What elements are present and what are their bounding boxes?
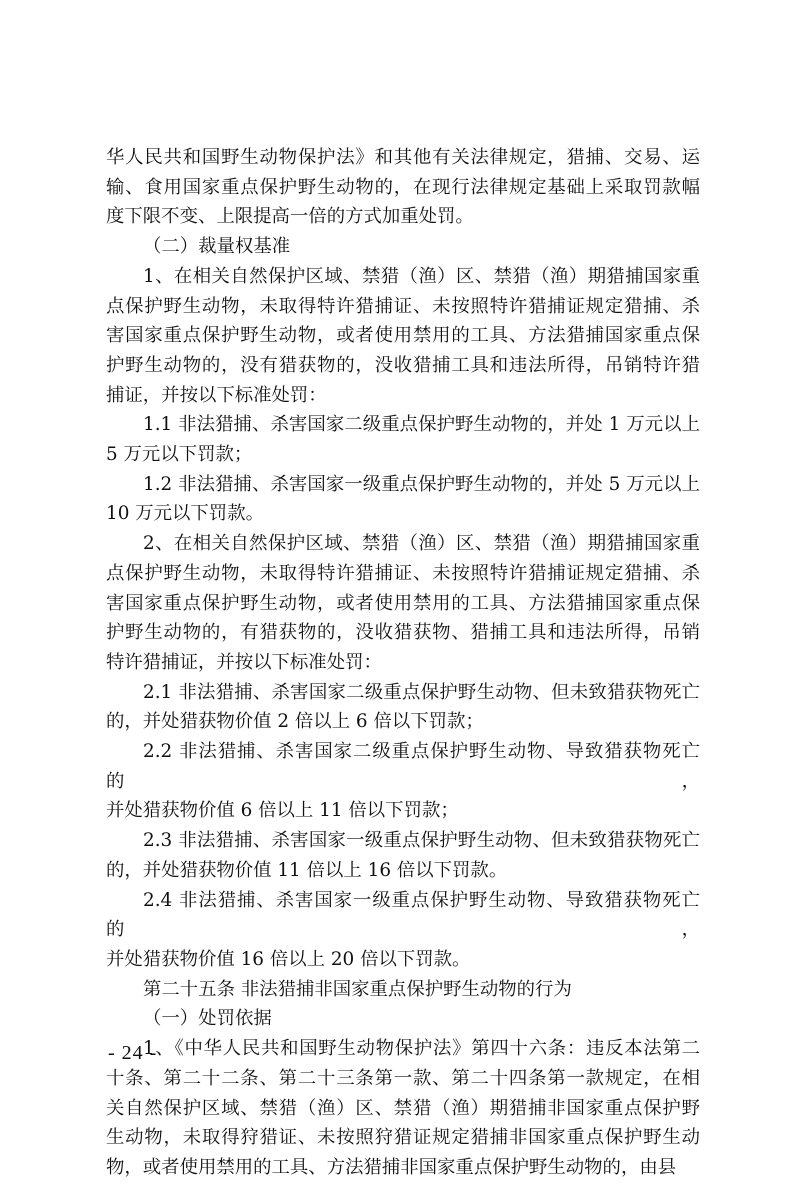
paragraph-line: 华人民共和国野生动物保护法》和其他有关法律规定，猎捕、交易、运 <box>106 147 700 168</box>
document-body <box>106 143 700 1183</box>
paragraph-line: 害国家重点保护野生动物，或者使用禁用的工具、方法猎捕国家重点保 <box>106 325 700 347</box>
paragraph-line: 2.1 非法猎捕、杀害国家二级重点保护野生动物、但未致猎获物死亡 <box>143 681 700 703</box>
paragraph-line: 10 万元以下罚款。 <box>106 503 264 525</box>
paragraph-line: 2.4 非法猎捕、杀害国家一级重点保护野生动物、导致猎获物死亡的， <box>106 889 700 941</box>
paragraph-line: 害国家重点保护野生动物，或者使用禁用的工具、方法猎捕国家重点保 <box>106 592 700 614</box>
paragraph-line: 点保护野生动物，未取得特许猎捕证、未按照特许猎捕证规定猎捕、杀 <box>106 562 700 584</box>
paragraph-line: （一）处罚依据 <box>143 1008 272 1030</box>
paragraph-line: 并处猎获物价值 6 倍以上 11 倍以下罚款； <box>106 800 459 822</box>
page-number: - 24 - <box>108 1042 158 1064</box>
paragraph-line: 的，并处猎获物价值 11 倍以上 16 倍以下罚款。 <box>106 859 508 881</box>
paragraph-line: 捕证，并按以下标准处罚： <box>106 384 327 406</box>
paragraph-line: 1、在相关自然保护区域、禁猎（渔）区、禁猎（渔）期猎捕国家重 <box>143 265 700 287</box>
paragraph-line: 第二十五条 非法猎捕非国家重点保护野生动物的行为 <box>143 978 572 1000</box>
paragraph-line: 5 万元以下罚款； <box>106 444 253 466</box>
paragraph-line: 1.2 非法猎捕、杀害国家一级重点保护野生动物的，并处 5 万元以上 <box>143 473 700 495</box>
paragraph-line: 关自然保护区域、禁猎（渔）区、禁猎（渔）期猎捕非国家重点保护野 <box>106 1097 700 1119</box>
paragraph-line: 并处猎获物价值 16 倍以上 20 倍以下罚款。 <box>106 948 471 970</box>
paragraph-line: 护野生动物的，有猎获物的，没收猎获物、猎捕工具和违法所得，吊销 <box>106 622 700 644</box>
paragraph-line: 生动物，未取得狩猎证、未按照狩猎证规定猎捕非国家重点保护野生动 <box>106 1127 700 1149</box>
paragraph-line: 1.1 非法猎捕、杀害国家二级重点保护野生动物的，并处 1 万元以上 <box>143 414 700 436</box>
paragraph-line: 度下限不变、上限提高一倍的方式加重处罚。 <box>106 206 474 228</box>
paragraph-line: 2.2 非法猎捕、杀害国家二级重点保护野生动物、导致猎获物死亡的， <box>106 741 700 792</box>
paragraph-line: 2、在相关自然保护区域、禁猎（渔）区、禁猎（渔）期猎捕国家重 <box>143 533 700 555</box>
paragraph-line: 十条、第二十二条、第二十三条第一款、第二十四条第一款规定，在相 <box>106 1067 700 1089</box>
paragraph-line: 2.3 非法猎捕、杀害国家一级重点保护野生动物、但未致猎获物死亡 <box>143 830 700 852</box>
paragraph-line: 的，并处猎获物价值 2 倍以上 6 倍以下罚款； <box>106 711 484 733</box>
paragraph-line: 输、食用国家重点保护野生动物的，在现行法律规定基础上采取罚款幅 <box>106 176 700 198</box>
paragraph-line: 1、《中华人民共和国野生动物保护法》第四十六条：违反本法第二 <box>143 1038 700 1060</box>
paragraph-line: （二）裁量权基准 <box>143 236 291 258</box>
paragraph-line: 物，或者使用禁用的工具、方法猎捕非国家重点保护野生动物的，由县 <box>106 1156 677 1178</box>
paragraph-line: 点保护野生动物，未取得特许猎捕证、未按照特许猎捕证规定猎捕、杀 <box>106 295 700 317</box>
paragraph-line: 护野生动物的，没有猎获物的，没收猎捕工具和违法所得，吊销特许猎 <box>106 354 700 376</box>
paragraph-line: 特许猎捕证，并按以下标准处罚： <box>106 651 382 673</box>
